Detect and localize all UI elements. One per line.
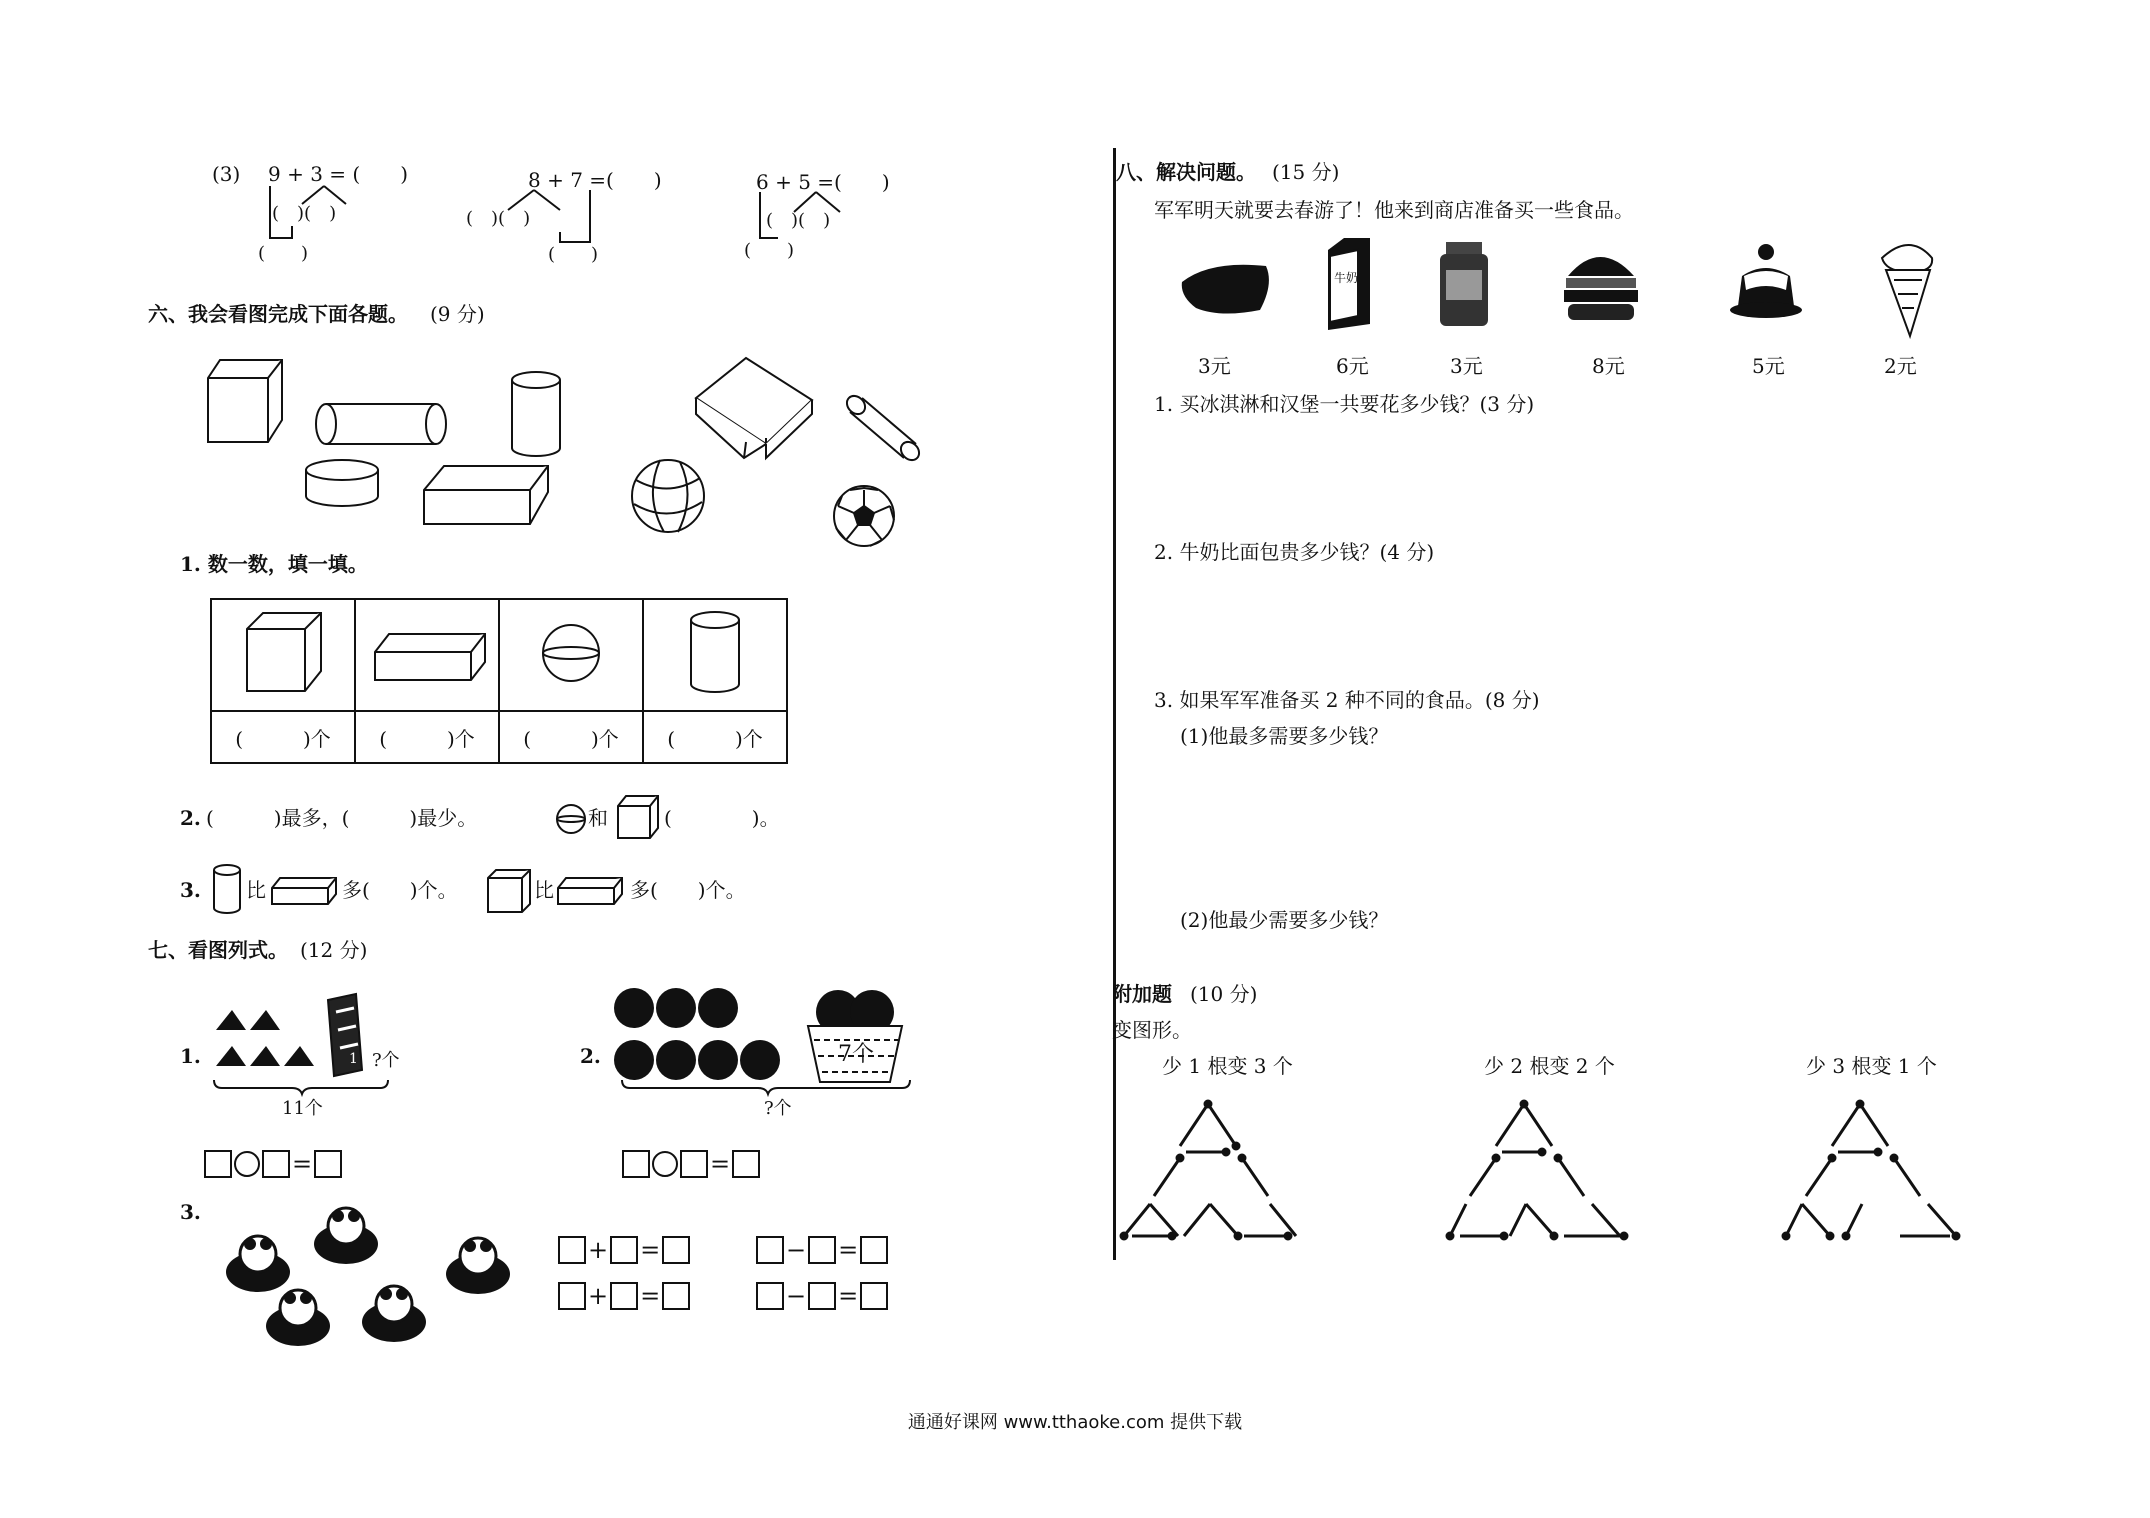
frog-equation-plus-1	[558, 1236, 690, 1264]
section-6-q3-more-1: 多( )个。	[342, 878, 458, 902]
section-7-q2-number: 2.	[580, 1044, 601, 1068]
answer-box[interactable]	[756, 1236, 784, 1264]
brace-11	[212, 1078, 392, 1096]
section-6-q2-text: ( )最多，( )最少。	[206, 806, 478, 830]
cake-icon	[1730, 244, 1802, 318]
cube-shape	[208, 360, 282, 442]
price-ice-cream: 2元	[1884, 354, 1917, 378]
section-8-q3: 3. 如果军军准备买 2 种不同的食品。(8 分)	[1154, 688, 1540, 712]
sphere-icon	[554, 802, 588, 836]
cube-icon	[484, 866, 534, 916]
snack-pack-label: 1	[349, 1051, 358, 1067]
disc-cylinder-shape	[306, 460, 378, 506]
minus-sign: −	[786, 1236, 807, 1264]
answer-box[interactable]	[808, 1282, 836, 1310]
answer-box[interactable]	[262, 1150, 290, 1178]
frog-icon	[266, 1290, 330, 1346]
table-cell-sphere	[499, 599, 643, 711]
table-cell-cube	[211, 599, 355, 711]
section-7-q3-number: 3.	[180, 1200, 201, 1224]
basket-count: 7个	[838, 1042, 874, 1067]
equation-3: 6 + 5 =( )	[756, 170, 890, 194]
q2-total-count: ?个	[764, 1098, 792, 1119]
answer-box[interactable]	[610, 1282, 638, 1310]
section-7-title: 七、看图列式。	[148, 938, 288, 962]
equation-3-answer: ( )	[744, 240, 795, 261]
price-cake: 5元	[1752, 354, 1785, 378]
frog-icon	[226, 1236, 290, 1292]
sphere-icon	[536, 618, 606, 688]
price-bread: 3元	[1198, 354, 1231, 378]
answer-box[interactable]	[662, 1236, 690, 1264]
matchstick-triangles-1	[1118, 1096, 1298, 1236]
cylinder-horizontal-shape	[316, 404, 446, 444]
frog-icon	[446, 1238, 510, 1294]
food-items-illustration	[1170, 236, 2030, 346]
answer-box[interactable]	[314, 1150, 342, 1178]
cube-icon	[612, 792, 662, 842]
section-8-q2: 2. 牛奶比面包贵多少钱？(4 分)	[1154, 540, 1435, 564]
section-6-q2-number: 2.	[180, 806, 201, 830]
ice-cream-icon	[1882, 245, 1932, 336]
answer-box[interactable]	[680, 1150, 708, 1178]
basketball-shape	[632, 460, 704, 532]
frogs-illustration	[210, 1196, 630, 1356]
equation-2-answer: ( )	[548, 244, 599, 265]
equation-3-branch	[754, 190, 874, 260]
answer-box[interactable]	[204, 1150, 232, 1178]
brace-total	[620, 1078, 920, 1096]
section-6-q3-bi-1: 比	[246, 878, 266, 902]
answer-box[interactable]	[860, 1236, 888, 1264]
cuboid-icon	[554, 872, 626, 908]
equals-sign: =	[640, 1236, 661, 1264]
frog-equation-minus-1	[756, 1236, 888, 1264]
section-8-title: 八、解决问题。	[1116, 160, 1256, 184]
tilted-cube-shape	[696, 358, 812, 458]
equals-sign: =	[640, 1282, 661, 1310]
cuboid-icon	[268, 872, 340, 908]
cylinder-icon	[210, 862, 244, 918]
equals-sign: =	[710, 1150, 731, 1178]
extra-label-1: 少 1 根变 3 个	[1162, 1054, 1293, 1078]
price-milk: 6元	[1336, 354, 1369, 378]
section-6-q3-bi-2: 比	[534, 878, 554, 902]
small-cylinder-shape	[843, 392, 922, 463]
matchstick-triangles-2	[1444, 1096, 1644, 1236]
cylinder-upright-shape	[512, 372, 560, 456]
minus-sign: −	[786, 1282, 807, 1310]
price-jar: 3元	[1450, 354, 1483, 378]
count-answer-cuboid[interactable]: ( )个	[355, 711, 499, 763]
answer-box[interactable]	[756, 1282, 784, 1310]
bread-icon	[1182, 265, 1269, 314]
hamburger-icon	[1564, 257, 1638, 320]
equation-2-branch	[500, 188, 620, 268]
equation-1-answer: ( )	[258, 243, 309, 264]
milk-label: 牛奶	[1334, 271, 1359, 285]
jar-icon	[1440, 242, 1488, 326]
q1-total-count: 11个	[282, 1098, 323, 1119]
cuboid-shape	[424, 466, 548, 524]
q1-equation-boxes	[204, 1150, 342, 1178]
count-answer-cube[interactable]: ( )个	[211, 711, 355, 763]
section-8-q3-part1: (1)他最多需要多少钱？	[1180, 724, 1389, 748]
frog-equation-minus-2	[756, 1282, 888, 1310]
table-cell-cuboid	[355, 599, 499, 711]
q1-question-count: ?个	[372, 1050, 400, 1071]
equals-sign: =	[292, 1150, 313, 1178]
answer-box[interactable]	[622, 1150, 650, 1178]
price-hamburger: 8元	[1592, 354, 1625, 378]
q5-label: (3)	[212, 162, 241, 186]
section-6-q1: 1. 数一数，填一填。	[180, 552, 368, 576]
answer-box[interactable]	[610, 1236, 638, 1264]
frog-icon	[362, 1286, 426, 1342]
answer-box[interactable]	[558, 1236, 586, 1264]
cylinder-icon	[685, 608, 745, 698]
count-answer-cylinder[interactable]: ( )个	[643, 711, 787, 763]
equation-1: 9 + 3 = ( )	[268, 162, 408, 186]
section-6-q3-number: 3.	[180, 878, 201, 902]
answer-box[interactable]	[732, 1150, 760, 1178]
answer-box[interactable]	[808, 1236, 836, 1264]
section-7-q1-number: 1.	[180, 1044, 201, 1068]
matchstick-triangles-3	[1780, 1096, 1980, 1236]
frog-equation-plus-2	[558, 1282, 690, 1310]
equation-3-split: ( )( )	[766, 210, 831, 231]
operator-circle[interactable]	[234, 1151, 260, 1177]
equation-2: 8 + 7 =( )	[528, 168, 662, 192]
section-6-q3-more-2: 多( )个。	[630, 878, 746, 902]
answer-box[interactable]	[662, 1282, 690, 1310]
section-8-intro: 军军明天就要去春游了！他来到商店准备买一些食品。	[1154, 198, 1634, 222]
shape-count-table	[210, 598, 788, 764]
equals-sign: =	[838, 1236, 859, 1264]
page-divider	[1113, 148, 1116, 1260]
answer-box[interactable]	[860, 1282, 888, 1310]
section-6-title: 六、我会看图完成下面各题。	[148, 302, 408, 326]
answer-box[interactable]	[558, 1282, 586, 1310]
plus-sign: +	[588, 1282, 609, 1310]
cube-icon	[233, 603, 333, 703]
section-6-q2-and: 和	[588, 806, 608, 830]
count-answer-sphere[interactable]: ( )个	[499, 711, 643, 763]
extra-label-3: 少 3 根变 1 个	[1806, 1054, 1937, 1078]
operator-circle[interactable]	[652, 1151, 678, 1177]
equation-1-branch	[262, 182, 382, 262]
frog-icon	[314, 1208, 378, 1264]
extra-subtitle: 变图形。	[1112, 1018, 1192, 1042]
q2-equation-boxes	[622, 1150, 760, 1178]
extra-label-2: 少 2 根变 2 个	[1484, 1054, 1615, 1078]
table-cell-cylinder	[643, 599, 787, 711]
equation-1-split: ( )( )	[272, 203, 337, 224]
section-6-score: (9 分)	[430, 302, 485, 326]
section-8-q1: 1. 买冰淇淋和汉堡一共要花多少钱？(3 分)	[1154, 392, 1535, 416]
extra-score: (10 分)	[1190, 982, 1258, 1006]
page-footer: 通通好课网 www.tthaoke.com 提供下载	[907, 1412, 1243, 1433]
section-6-q2-answer: ( )。	[664, 806, 780, 830]
section-8-score: (15 分)	[1272, 160, 1340, 184]
extra-title: 附加题	[1112, 982, 1172, 1006]
plus-sign: +	[588, 1236, 609, 1264]
solid-shapes-illustration	[190, 348, 950, 548]
section-8-q3-part2: (2)他最少需要多少钱？	[1180, 908, 1389, 932]
cuboid-icon	[367, 618, 487, 688]
equation-2-split: ( )( )	[466, 208, 531, 229]
equals-sign: =	[838, 1282, 859, 1310]
soccer-ball-shape	[834, 486, 894, 546]
section-7-score: (12 分)	[300, 938, 368, 962]
